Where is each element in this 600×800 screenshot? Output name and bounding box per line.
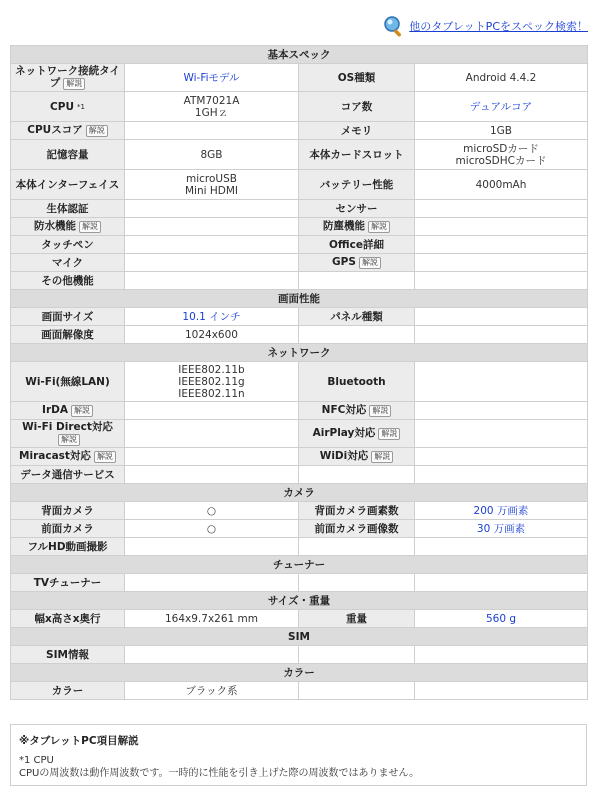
value-storage: 8GB [125,140,299,170]
value-card-slot-2: microSDHCカード [455,154,547,167]
label-wifi-direct [11,420,125,448]
section-header-color: カラー [11,664,588,682]
label-tv-tuner: TVチューナー [11,574,125,592]
empty-cell [415,538,588,556]
notes-box [10,724,587,786]
empty-cell [415,272,588,290]
value-battery: 4000mAh [415,170,588,200]
label-airplay [299,420,415,448]
value-memory: 1GB [415,122,588,140]
label-cpu-score [11,122,125,140]
value-front-pixels[interactable]: 30 万画素 [415,520,588,538]
value-panel [415,308,588,326]
value-dimensions: 164x9.7x261 mm [125,610,299,628]
notes-line-1: *1 CPU [19,755,54,766]
value-waterproof [125,218,299,236]
section-header-screen: 画面性能 [11,290,588,308]
label-dustproof [299,218,415,236]
label-nfc [299,402,415,420]
label-wifi-direct-text: Wi-Fi Direct対応 [22,421,113,433]
value-rear-camera: ○ [125,502,299,520]
value-cpu-score [125,122,299,140]
label-rear-pixels: 背面カメラ画素数 [299,502,415,520]
value-wifi-n: IEEE802.11n [178,387,245,400]
section-header-camera: カメラ [11,484,588,502]
notes-title: ※タブレットPC項目解説 [19,735,139,747]
value-card-slot-1: microSDカード [463,142,539,155]
explain-button[interactable]: 解説 [371,451,393,463]
explain-button[interactable]: 解説 [86,125,108,137]
label-touchpen: タッチペン [11,236,125,254]
value-airplay [415,420,588,448]
label-waterproof-text: 防水機能 [34,220,76,232]
label-panel: パネル種類 [299,308,415,326]
notes-line-2: CPUの周波数は動作周波数です。一時的に性能を引き上げた際の周波数ではありません。 [19,768,420,779]
label-irda-text: IrDA [42,404,68,416]
value-interface [125,170,299,200]
label-airplay-text: AirPlay対応 [312,427,376,439]
value-sensor [415,200,588,218]
label-resolution: 画面解像度 [11,326,125,344]
label-rear-camera: 背面カメラ [11,502,125,520]
label-mic: マイク [11,254,125,272]
value-dustproof [415,218,588,236]
label-cores: コア数 [299,92,415,122]
label-front-pixels: 前面カメラ画像数 [299,520,415,538]
value-rear-pixels[interactable]: 200 万画素 [415,502,588,520]
label-data-service: データ通信サービス [11,466,125,484]
label-color: カラー [11,682,125,700]
label-miracast-text: Miracast対応 [19,450,91,462]
empty-cell [299,646,415,664]
value-interface-1: microUSB [186,172,237,185]
cpu-note-marker: *1 [76,102,85,111]
label-wifi: Wi-Fi(無線LAN) [11,362,125,402]
value-other [125,272,299,290]
value-office [415,236,588,254]
empty-cell [415,646,588,664]
section-header-tuner: チューナー [11,556,588,574]
value-wifi-g: IEEE802.11g [178,375,245,388]
value-biometric [125,200,299,218]
label-waterproof [11,218,125,236]
value-mic [125,254,299,272]
spec-table [10,45,588,700]
empty-cell [415,466,588,484]
section-header-size: サイズ・重量 [11,592,588,610]
value-wifi [125,362,299,402]
section-header-network: ネットワーク [11,344,588,362]
label-front-camera: 前面カメラ [11,520,125,538]
explain-button[interactable]: 解説 [359,257,381,269]
value-cpu-model: ATM7021A [183,94,240,107]
explain-button[interactable]: 解説 [369,405,391,417]
explain-button[interactable]: 解説 [378,428,400,440]
section-header-sim: SIM [11,628,588,646]
explain-button[interactable]: 解説 [58,434,80,446]
value-color: ブラック系 [125,682,299,700]
value-tv-tuner [125,574,299,592]
label-network-type-text: ネットワーク接続タイプ [15,65,120,89]
empty-cell [299,466,415,484]
value-interface-2: Mini HDMI [184,184,239,197]
value-weight[interactable]: 560 g [415,610,588,628]
value-sim-info [125,646,299,664]
label-cpu [11,92,125,122]
label-widi [299,448,415,466]
value-cpu [125,92,299,122]
value-wifi-direct [125,420,299,448]
label-card-slot: 本体カードスロット [299,140,415,170]
value-os: Android 4.4.2 [415,64,588,92]
label-other: その他機能 [11,272,125,290]
label-fullhd: フルHD動画撮影 [11,538,125,556]
value-widi [415,448,588,466]
empty-cell [299,538,415,556]
label-screen-size: 画面サイズ [11,308,125,326]
value-fullhd [125,538,299,556]
explain-button[interactable]: 解説 [368,221,390,233]
label-office: Office詳細 [299,236,415,254]
section-header-basic: 基本スペック [11,46,588,64]
label-widi-text: WiDi対応 [319,450,369,462]
empty-cell [299,574,415,592]
value-cores[interactable]: デュアルコア [415,92,588,122]
value-resolution: 1024x600 [125,326,299,344]
empty-cell [415,574,588,592]
value-gps [415,254,588,272]
value-screen-size[interactable]: 10.1 インチ [125,308,299,326]
value-network-type[interactable]: Wi-Fiモデル [125,64,299,92]
value-wifi-b: IEEE802.11b [178,363,245,376]
explain-button[interactable]: 解説 [63,78,85,90]
value-irda [125,402,299,420]
explain-button[interactable]: 解説 [71,405,93,417]
label-sim-info: SIM情報 [11,646,125,664]
label-cpu-score-text: CPUスコア [27,124,83,136]
empty-cell [299,682,415,700]
spec-search-link-area [383,14,588,38]
value-front-camera: ○ [125,520,299,538]
value-data-service [125,466,299,484]
label-irda [11,402,125,420]
empty-cell [415,326,588,344]
value-touchpen [125,236,299,254]
label-dimensions: 幅x高さx奥行 [11,610,125,628]
empty-cell [415,682,588,700]
value-card-slot [415,140,588,170]
explain-button[interactable]: 解説 [79,221,101,233]
label-network-type [11,64,125,92]
label-os: OS種類 [299,64,415,92]
empty-cell [299,326,415,344]
value-cpu-clock: 1GHｚ [194,106,229,119]
label-bluetooth: Bluetooth [299,362,415,402]
label-gps [299,254,415,272]
value-nfc [415,402,588,420]
explain-button[interactable]: 解説 [94,451,116,463]
label-weight: 重量 [299,610,415,628]
label-dustproof-text: 防塵機能 [323,220,365,232]
empty-cell [299,272,415,290]
label-miracast [11,448,125,466]
value-bluetooth [415,362,588,402]
label-biometric: 生体認証 [11,200,125,218]
magnifier-icon[interactable] [383,15,405,37]
label-cpu-text: CPU [50,100,74,113]
label-storage: 記憶容量 [11,140,125,170]
value-miracast [125,448,299,466]
label-gps-text: GPS [332,256,356,268]
label-memory: メモリ [299,122,415,140]
label-interface: 本体インターフェイス [11,170,125,200]
label-nfc-text: NFC対応 [321,404,367,416]
spec-search-link[interactable]: 他のタブレットPCをスペック検索！ [409,20,588,33]
label-sensor: センサー [299,200,415,218]
label-battery: バッテリー性能 [299,170,415,200]
